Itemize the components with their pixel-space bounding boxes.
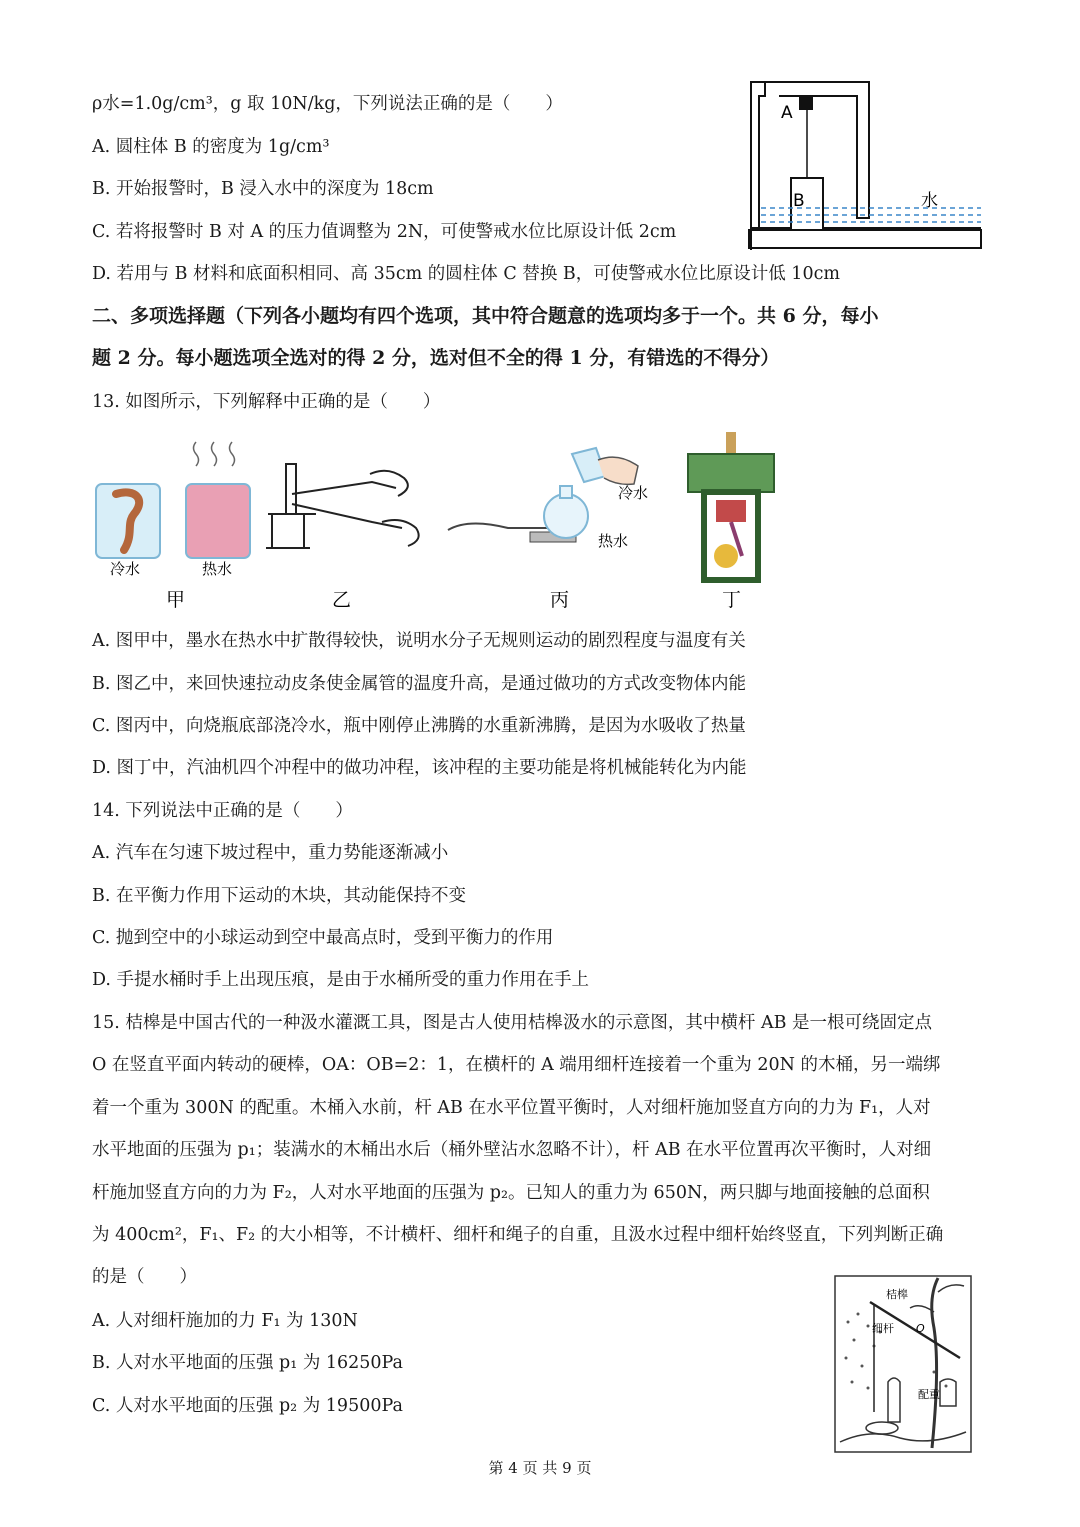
label-cold-water: 冷水 bbox=[110, 560, 141, 578]
beaker-cold-icon bbox=[96, 484, 160, 558]
q12-intro: ρ水=1.0g/cm³，g 取 10N/kg，下列说法正确的是（ ） bbox=[92, 94, 563, 114]
label-peizhong: 配重 bbox=[918, 1388, 940, 1401]
q12-option-a: A. 圆柱体 B 的密度为 1g/cm³ bbox=[92, 137, 330, 157]
q12-option-c: C. 若将报警时 B 对 A 的压力值调整为 2N，可使警戒水位比原设计低 2cm bbox=[92, 222, 677, 242]
q15-line-2: O 在竖直平面内转动的硬棒，OA：OB=2：1，在横杆的 A 端用细杆连接着一个重为 20N 的木桶，另一端绑 bbox=[92, 1055, 941, 1075]
page-footer: 第 4 页 共 9 页 bbox=[488, 1459, 592, 1477]
sensor-a-block bbox=[799, 96, 813, 110]
label-a: A bbox=[781, 103, 793, 123]
caption-yi: 乙 bbox=[332, 589, 352, 611]
section2-heading-line1: 二、多项选择题（下列各小题均有四个选项，其中符合题意的选项均多于一个。共 6 分，每小 bbox=[92, 305, 879, 327]
label-hot-water-2: 热水 bbox=[598, 532, 629, 550]
caption-jia: 甲 bbox=[166, 589, 186, 611]
q13-figure-strip bbox=[90, 430, 790, 615]
shadoof-figure bbox=[834, 1262, 974, 1454]
q12-option-d: D. 若用与 B 材料和底面积相同、高 35cm 的圆柱体 C 替换 B，可使警戒水位比原设计低 10cm bbox=[92, 264, 840, 284]
q13-option-b: B. 图乙中，来回快速拉动皮条使金属管的温度升高，是通过做功的方式改变物体内能 bbox=[92, 674, 746, 694]
q15-line-7: 的是（ ） bbox=[92, 1267, 197, 1287]
q15-line-4: 水平地面的压强为 p₁；装满水的木桶出水后（桶外壁沾水忽略不计），杆 AB 在水平位置再次平衡时，人对细 bbox=[92, 1140, 932, 1160]
q14-option-b: B. 在平衡力作用下运动的木块，其动能保持不变 bbox=[92, 886, 466, 906]
q15-line-3: 着一个重为 300N 的配重。木桶入水前，杆 AB 在水平位置平衡时，人对细杆施加竖直方向的力为 F₁，人对 bbox=[92, 1098, 931, 1118]
label-cold-water-2: 冷水 bbox=[618, 484, 649, 502]
q15-line-1: 15. 桔槔是中国古代的一种汲水灌溉工具，图是古人使用桔槔汲水的示意图，其中横杆 AB 是一根可绕固定点 bbox=[92, 1013, 933, 1033]
flask-cooling-icon bbox=[448, 448, 638, 542]
q13-option-c: C. 图丙中，向烧瓶底部浇冷水，瓶中刚停止沸腾的水重新沸腾，是因为水吸收了热量 bbox=[92, 716, 746, 736]
q13-stem: 13. 如图所示，下列解释中正确的是（ ） bbox=[92, 392, 441, 412]
label-water: 水 bbox=[921, 191, 938, 211]
q15-option-b: B. 人对水平地面的压强 p₁ 为 16250Pa bbox=[92, 1353, 403, 1373]
beaker-hot-icon bbox=[186, 442, 250, 558]
q13-option-a: A. 图甲中，墨水在热水中扩散得较快，说明水分子无规则运动的剧烈程度与温度有关 bbox=[92, 631, 746, 651]
label-hot-water: 热水 bbox=[202, 560, 233, 578]
engine-cylinder-icon bbox=[688, 432, 774, 580]
label-gaogao: 桔槔 bbox=[886, 1288, 908, 1301]
q12-option-b: B. 开始报警时，B 浸入水中的深度为 18cm bbox=[92, 179, 434, 199]
section2-heading-line2: 题 2 分。每小题选项全选对的得 2 分，选对但不全的得 1 分，有错选的不得分） bbox=[92, 347, 780, 369]
caption-ding: 丁 bbox=[722, 589, 742, 611]
label-o: O bbox=[916, 1322, 925, 1335]
q15-option-a: A. 人对细杆施加的力 F₁ 为 130N bbox=[92, 1311, 358, 1331]
q13-option-d: D. 图丁中，汽油机四个冲程中的做功冲程，该冲程的主要功能是将机械能转化为内能 bbox=[92, 758, 747, 778]
metal-tube-strap-icon bbox=[266, 464, 419, 548]
q15-option-c: C. 人对水平地面的压强 p₂ 为 19500Pa bbox=[92, 1396, 403, 1416]
caption-bing: 丙 bbox=[550, 589, 570, 611]
q15-line-6: 为 400cm²，F₁、F₂ 的大小相等，不计横杆、细杆和绳子的自重，且汲水过程中细杆始终竖直，下列判断正确 bbox=[92, 1225, 944, 1245]
q14-option-c: C. 抛到空中的小球运动到空中最高点时，受到平衡力的作用 bbox=[92, 928, 554, 948]
water-alarm-figure bbox=[745, 78, 985, 253]
label-b: B bbox=[793, 191, 805, 211]
label-xigan: 细杆 bbox=[872, 1322, 894, 1335]
q14-option-d: D. 手提水桶时手上出现压痕，是由于水桶所受的重力作用在手上 bbox=[92, 970, 590, 990]
q14-stem: 14. 下列说法中正确的是（ ） bbox=[92, 801, 353, 821]
q15-line-5: 杆施加竖直方向的力为 F₂，人对水平地面的压强为 p₂。已知人的重力为 650N，两只脚与地面接触的总面积 bbox=[92, 1183, 930, 1203]
q14-option-a: A. 汽车在匀速下坡过程中，重力势能逐渐减小 bbox=[92, 843, 449, 863]
